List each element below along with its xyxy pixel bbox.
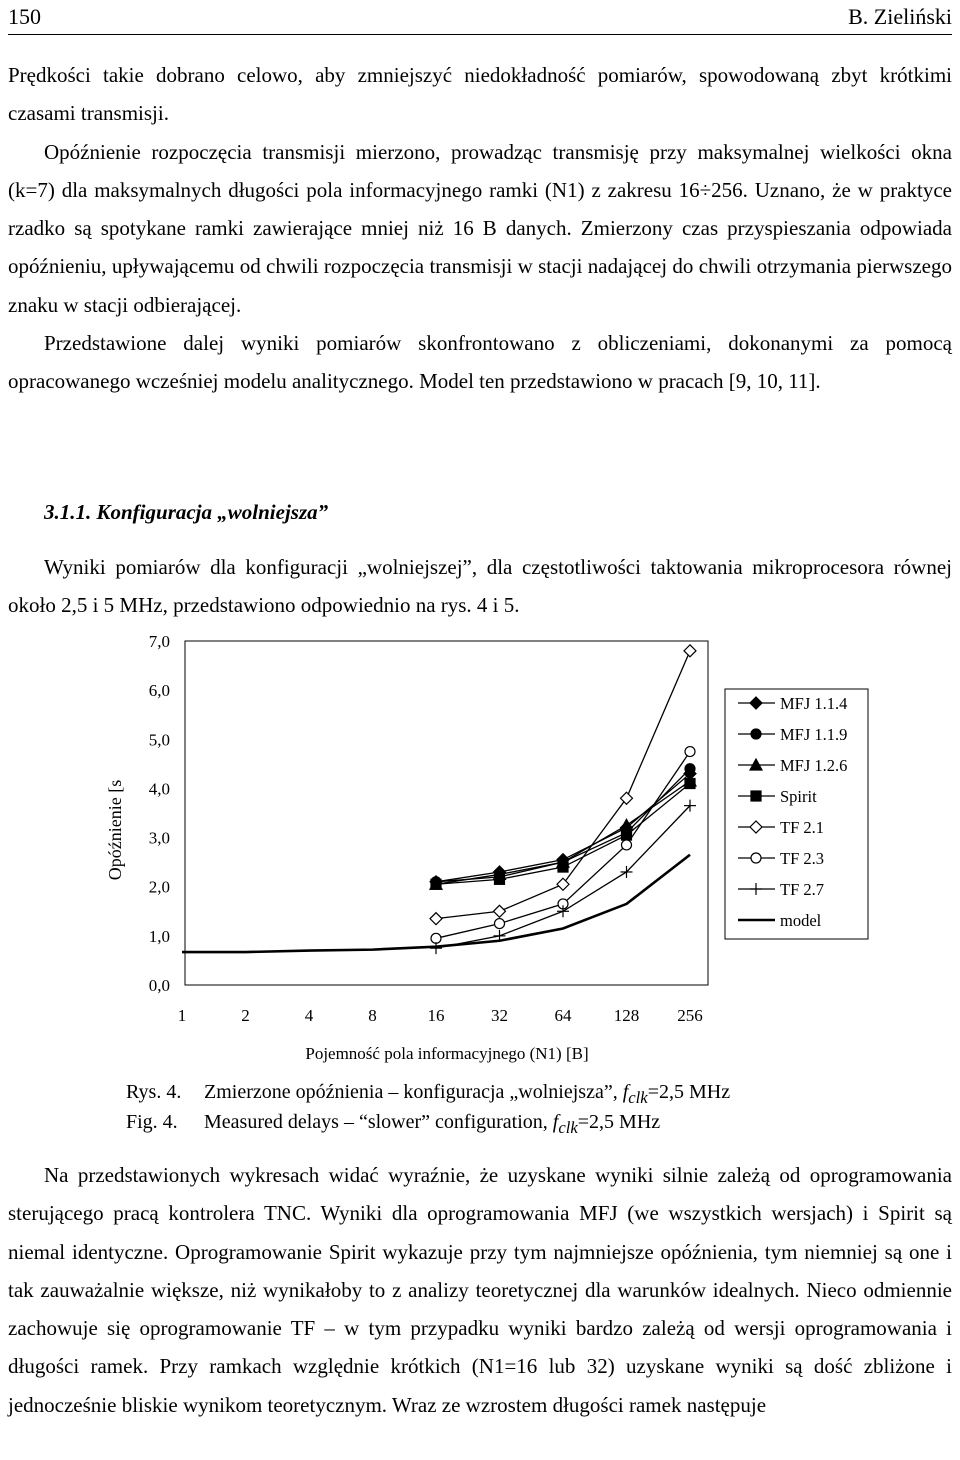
data-point [622,840,632,850]
x-axis [178,1006,703,1025]
y-tick-label: 0,0 [148,976,170,995]
section-paragraph: Wyniki pomiarów dla konfiguracji „wolniejszej”, dla częstotliwości taktowania mikroprocesora równej około 2,5 i 5 MHz, przedstawiono odpowiednio na rys. 4 i 5. [8,555,952,618]
y-axis [149,632,170,995]
caption-label: Fig. 4. [126,1111,178,1133]
data-point [431,933,441,943]
data-point [558,862,568,872]
legend-label: MFJ 1.1.4 [780,694,848,713]
data-point [430,913,442,925]
x-tick-label: 2 [241,1006,250,1025]
caption-label: Rys. 4. [126,1081,182,1103]
x-axis-label: Pojemność pola informacyjnego (N1) [B] [305,1044,589,1063]
caption-polish [126,1081,730,1108]
caption-sub: clk [628,1088,648,1107]
delay-chart [0,625,960,1075]
series-spirit [431,779,695,890]
legend-label: model [780,911,822,930]
series-line [436,806,690,949]
body-text-top [8,56,952,401]
legend-label: TF 2.7 [780,880,825,899]
x-tick-label: 32 [491,1006,508,1025]
y-tick-label: 3,0 [148,828,170,848]
caption-value: =2,5 MHz [577,1111,661,1133]
caption-f: f [552,1111,559,1133]
data-point [685,747,695,757]
y-tick-label: 6,0 [148,681,170,701]
plot-area [185,641,708,985]
legend-label: MFJ 1.1.9 [780,725,848,744]
x-tick-label: 64 [554,1006,572,1025]
x-tick-label: 256 [677,1006,703,1025]
paragraph: Opóźnienie rozpoczęcia transmisji mierzono, prowadząc transmisję przy maksymalnej wielkości okna (k=7) dla maksymalnych długości pola informacyjnego ramki (N1) z zakresu 16÷256. Uznano, że w praktyce rzadko są spotykane ramki zawierające mniej niż 16 B danych. Zmierzony czas przyspieszania odpowiada opóźnieniu, upływającemu od chwili rozpoczęcia transmisji w stacji nadającej do chwili otrzymania pierwszego znaku w stacji odbierającej. [8,139,952,317]
caption-value: =2,5 MHz [647,1081,731,1103]
data-point [622,830,632,840]
caption-f: f [622,1081,629,1103]
series-tf-2-1 [430,645,696,925]
page-number: 150 [8,4,41,29]
x-tick-label: 1 [177,1006,187,1025]
data-point [685,764,695,774]
data-point [684,645,696,657]
y-tick-label: 2,0 [148,877,170,897]
x-tick-label: 4 [304,1006,314,1025]
y-tick-label: 4,0 [148,779,170,799]
data-point [751,853,761,863]
caption-sub: clk [558,1118,578,1137]
data-point [495,919,505,929]
data-point [495,874,505,884]
caption-english [126,1111,660,1138]
legend-label: TF 2.1 [780,818,825,837]
legend-label: MFJ 1.2.6 [780,756,848,775]
body-text-bottom: Na przedstawionych wykresach widać wyraźnie, że uzyskane wyniki silnie zależą od oprogramowania sterującego pracą kontrolera TNC. Wyniki dla oprogramowania MFJ (we wszystkich wersjach) i Spirit są niemal identyczne. Oprogramowanie Spirit wykazuje przy tym najmniejsze opóźnienia, tym niemniej są one i tak zauważalnie większe, niż wynikałoby to z analizy teoretycznej dla warunków idealnych. Nieco odmiennie zachowuje się oprogramowanie TF – w tym przypadku wyniki bardzo zależą od wersji oprogramowania i długości ramek. Przy ramkach względnie krótkich (N1=16 lub 32) uzyskane wyniki są dość zbliżone i jednocześnie bliskie wynikom teoretycznym. Wraz ze wzrostem długości ramek następuje [8,1163,952,1417]
x-tick-label: 16 [427,1006,445,1025]
data-point [494,905,506,917]
y-axis-label: Opóźnienie [s [105,779,125,881]
data-point [557,878,569,890]
page-header [8,4,952,35]
data-point [621,792,633,804]
series-group [182,645,696,954]
x-tick-label: 128 [613,1006,640,1025]
data-point [431,879,441,889]
y-tick-label: 1,0 [148,926,170,946]
legend-label: Spirit [780,787,817,806]
legend-label: TF 2.3 [780,849,825,868]
data-point [751,729,761,739]
x-tick-label: 8 [368,1006,377,1025]
caption-text: Zmierzone opóźnienia – konfiguracja „wolniejsza”, [204,1081,623,1103]
y-tick-label: 5,0 [148,730,170,750]
paragraph: Prędkości takie dobrano celowo, aby zmniejszyć niedokładność pomiarów, spowodowaną zbyt krótkimi czasami transmisji. [8,63,952,126]
author-name: B. Zieliński [848,4,952,29]
paragraph: Przedstawione dalej wyniki pomiarów skonfrontowano z obliczeniami, dokonanymi za pomocą opracowanego wcześniej modelu analitycznego. Model ten przedstawiono w pracach [9, 10, 11]. [8,331,952,394]
y-tick-label: 7,0 [148,632,170,651]
data-point [685,779,695,789]
caption-text: Measured delays – “slower” configuration, [204,1111,553,1133]
data-point [751,791,761,801]
section-heading: 3.1.1. Konfiguracja „wolniejsza” [44,500,329,524]
